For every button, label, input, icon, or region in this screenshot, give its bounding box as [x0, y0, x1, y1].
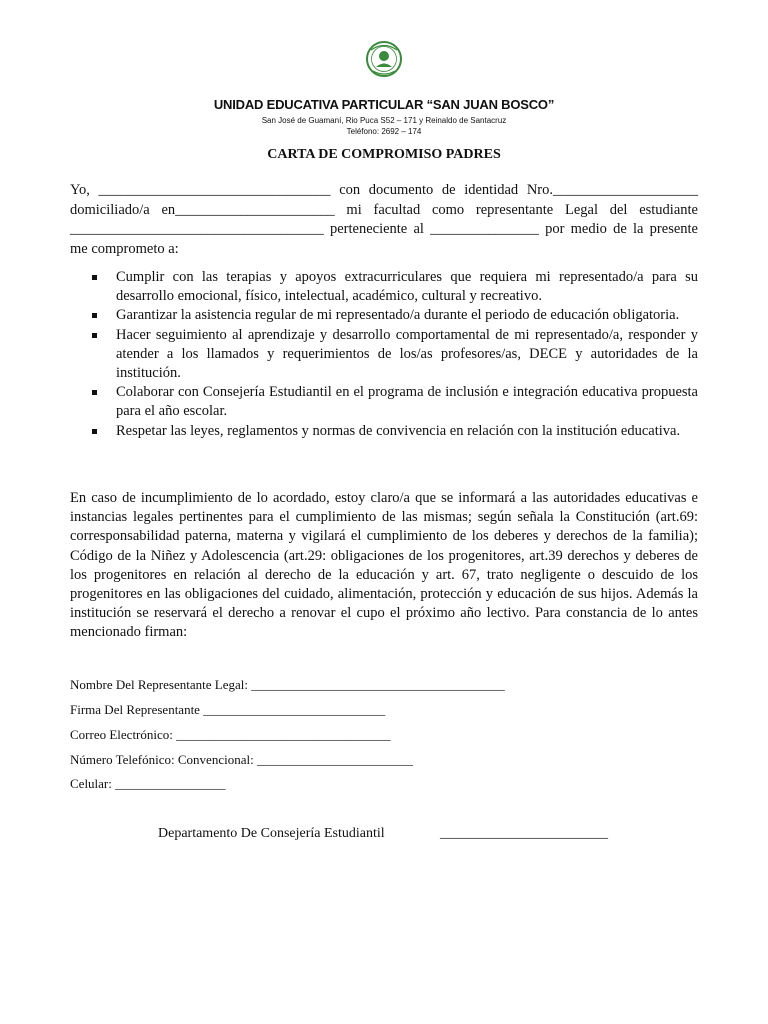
consequences-paragraph: En caso de incumplimiento de lo acordado, estoy claro/a que se informará a las autoridades educativas e instancias legales pertinentes para el cumplimiento de las mismas; según señala la Constitución (art.69: corresponsabilidad paterna, materna y vigilará el cumplimiento de los deberes y derechos de la familia); Código de la Niñez y Adolescencia (art.29: obligaciones de los progenitores, art.39 derechos y deberes de los progenitores en relación al derecho de la educación y art. 67, trato negligente o descuido de los progenitores en las obligaciones del cuidado, alimentación, protección y educación de sus hijos. Además la institución se reservará el derecho a renovar el cupo el próximo año lectivo. Para constancia de lo antes mencionado firman: — [70, 490, 698, 641]
bullet-icon — [92, 429, 97, 434]
list-item-text: Respetar las leyes, reglamentos y normas de convivencia en relación con la institución educativa. — [116, 422, 681, 439]
email-field: Correo Electrónico: _________________________________ — [70, 727, 391, 742]
list-item-text: Colaborar con Consejería Estudiantil en el programa de inclusión e integración educativa propuesta para el año escolar. — [116, 384, 698, 420]
department-signature-line: ________________________ — [440, 826, 608, 841]
intro-paragraph: Yo, ________________________________ con documento de identidad Nro.____________________ domiciliado/a en______________________ mi facultad como representante Legal del estudiante ___________________________________ perteneciente al _______________ por medio de la presente me comprometo a: — [70, 182, 698, 257]
commitments-list — [70, 268, 698, 441]
list-item-text: Cumplir con las terapias y apoyos extracurriculares que requiera mi representado/a para su desarrollo emocional, físico, intelectual, académico, cultural y recreativo. — [116, 269, 698, 305]
school-seal-icon — [362, 40, 406, 78]
address-line: San José de Guamaní, Rio Puca S52 – 171 y Reinaldo de Santacruz — [261, 116, 507, 125]
bullet-icon — [92, 313, 97, 318]
signature-field: Firma Del Representante ____________________________ — [70, 702, 386, 717]
list-item-text: Garantizar la asistencia regular de mi representado/a durante el periodo de educación obligatoria. — [116, 307, 680, 324]
list-item — [70, 268, 698, 306]
list-item — [70, 326, 698, 384]
school-address — [0, 115, 768, 137]
department-label: Departamento De Consejería Estudiantil — [158, 826, 385, 841]
bullet-icon — [92, 390, 97, 395]
list-item — [70, 306, 698, 325]
document-title: CARTA DE COMPROMISO PADRES — [267, 147, 501, 162]
list-item-text: Hacer seguimiento al aprendizaje y desarrollo comportamental de mi representado/a, responder y atender a los llamados y requerimientos de los/as profesores/as, DECE y autoridades de la institución. — [116, 326, 698, 382]
list-item — [70, 383, 698, 421]
cell-field: Celular: _________________ — [70, 776, 226, 791]
school-name: UNIDAD EDUCATIVA PARTICULAR “SAN JUAN BOSCO” — [213, 97, 555, 112]
bullet-icon — [92, 275, 97, 280]
bullet-icon — [92, 333, 97, 338]
representative-name-field: Nombre Del Representante Legal: _______________________________________ — [70, 677, 505, 692]
phone-line: Teléfono: 2692 – 174 — [346, 127, 422, 136]
phone-field: Número Telefónico: Convencional: ________________________ — [70, 752, 413, 767]
list-item — [70, 422, 698, 441]
